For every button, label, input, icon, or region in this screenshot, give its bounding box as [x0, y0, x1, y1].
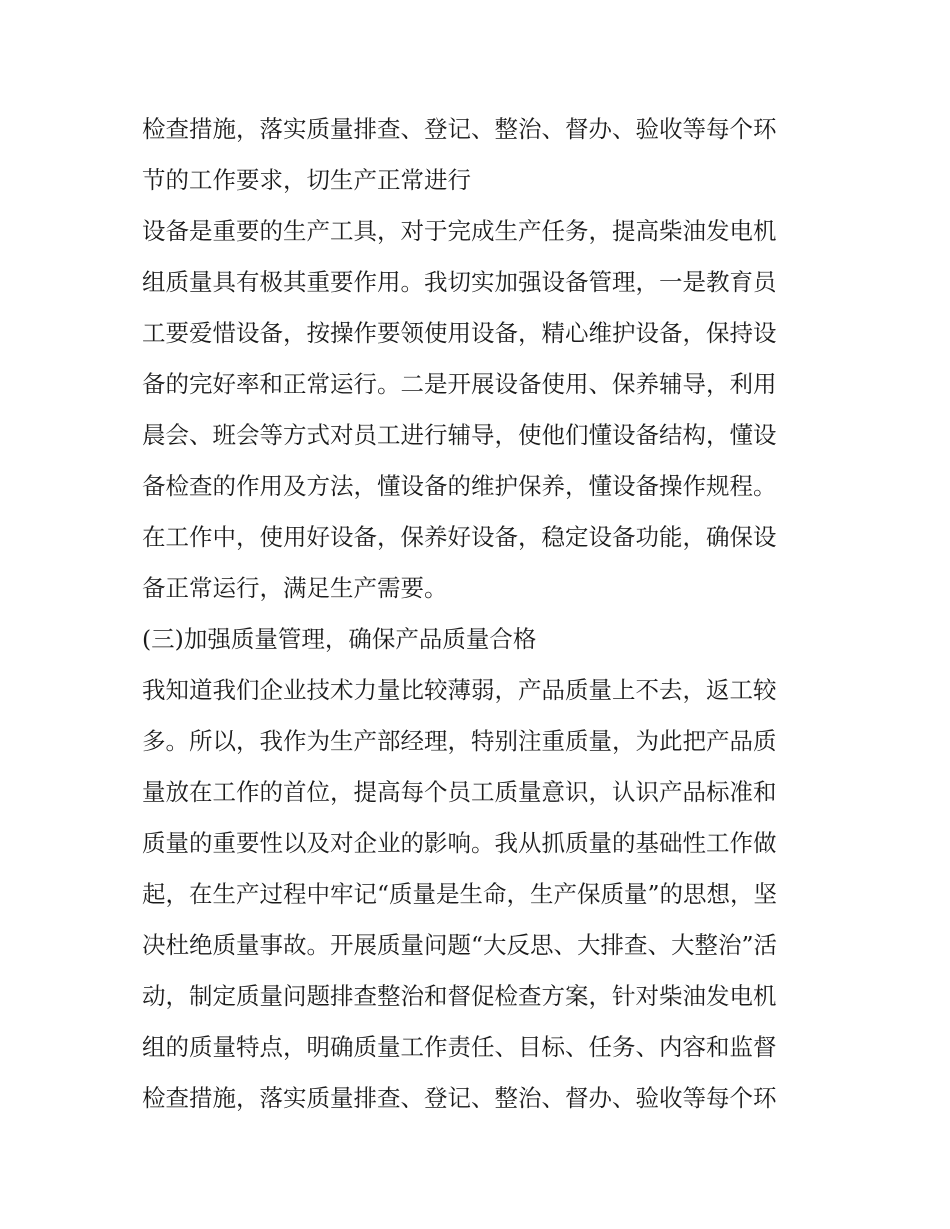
text-line: 备的完好率和正常运行。二是开展设备使用、保养辅导，利用 — [142, 370, 777, 398]
text-line: 晨会、班会等方式对员工进行辅导，使他们懂设备结构，懂设 — [142, 421, 777, 449]
text-line: 检查措施，落实质量排查、登记、整治、督办、验收等每个环 — [142, 1084, 777, 1112]
text-line: 我知道我们企业技术力量比较薄弱，产品质量上不去，返工较 — [142, 676, 777, 704]
text-line: 组质量具有极其重要作用。我切实加强设备管理，一是教育员 — [142, 268, 777, 296]
section-heading: (三)加强质量管理，确保产品质量合格 — [142, 625, 537, 653]
text-line: 备正常运行，满足生产需要。 — [142, 574, 448, 602]
document-body — [142, 104, 822, 1124]
text-line: 在工作中，使用好设备，保养好设备，稳定设备功能，确保设 — [142, 523, 777, 551]
text-line: 组的质量特点，明确质量工作责任、目标、任务、内容和监督 — [142, 1033, 777, 1061]
text-line: 动，制定质量问题排查整治和督促检查方案，针对柴油发电机 — [142, 982, 777, 1010]
text-line: 量放在工作的首位，提高每个员工质量意识，认识产品标准和 — [142, 778, 777, 806]
text-line: 检查措施，落实质量排查、登记、整治、督办、验收等每个环 — [142, 115, 777, 143]
text-line: 决杜绝质量事故。开展质量问题“大反思、大排查、大整治”活 — [142, 931, 778, 959]
text-line: 节的工作要求，切生产正常进行 — [142, 166, 471, 194]
text-line: 起，在生产过程中牢记“质量是生命，生产保质量”的思想，坚 — [142, 880, 778, 908]
text-line: 设备是重要的生产工具，对于完成生产任务，提高柴油发电机 — [142, 217, 777, 245]
text-line: 备检查的作用及方法，懂设备的维护保养，懂设备操作规程。 — [142, 472, 777, 500]
text-line: 质量的重要性以及对企业的影响。我从抓质量的基础性工作做 — [142, 829, 777, 857]
text-line: 多。所以，我作为生产部经理，特别注重质量，为此把产品质 — [142, 727, 777, 755]
text-line: 工要爱惜设备，按操作要领使用设备，精心维护设备，保持设 — [142, 319, 777, 347]
